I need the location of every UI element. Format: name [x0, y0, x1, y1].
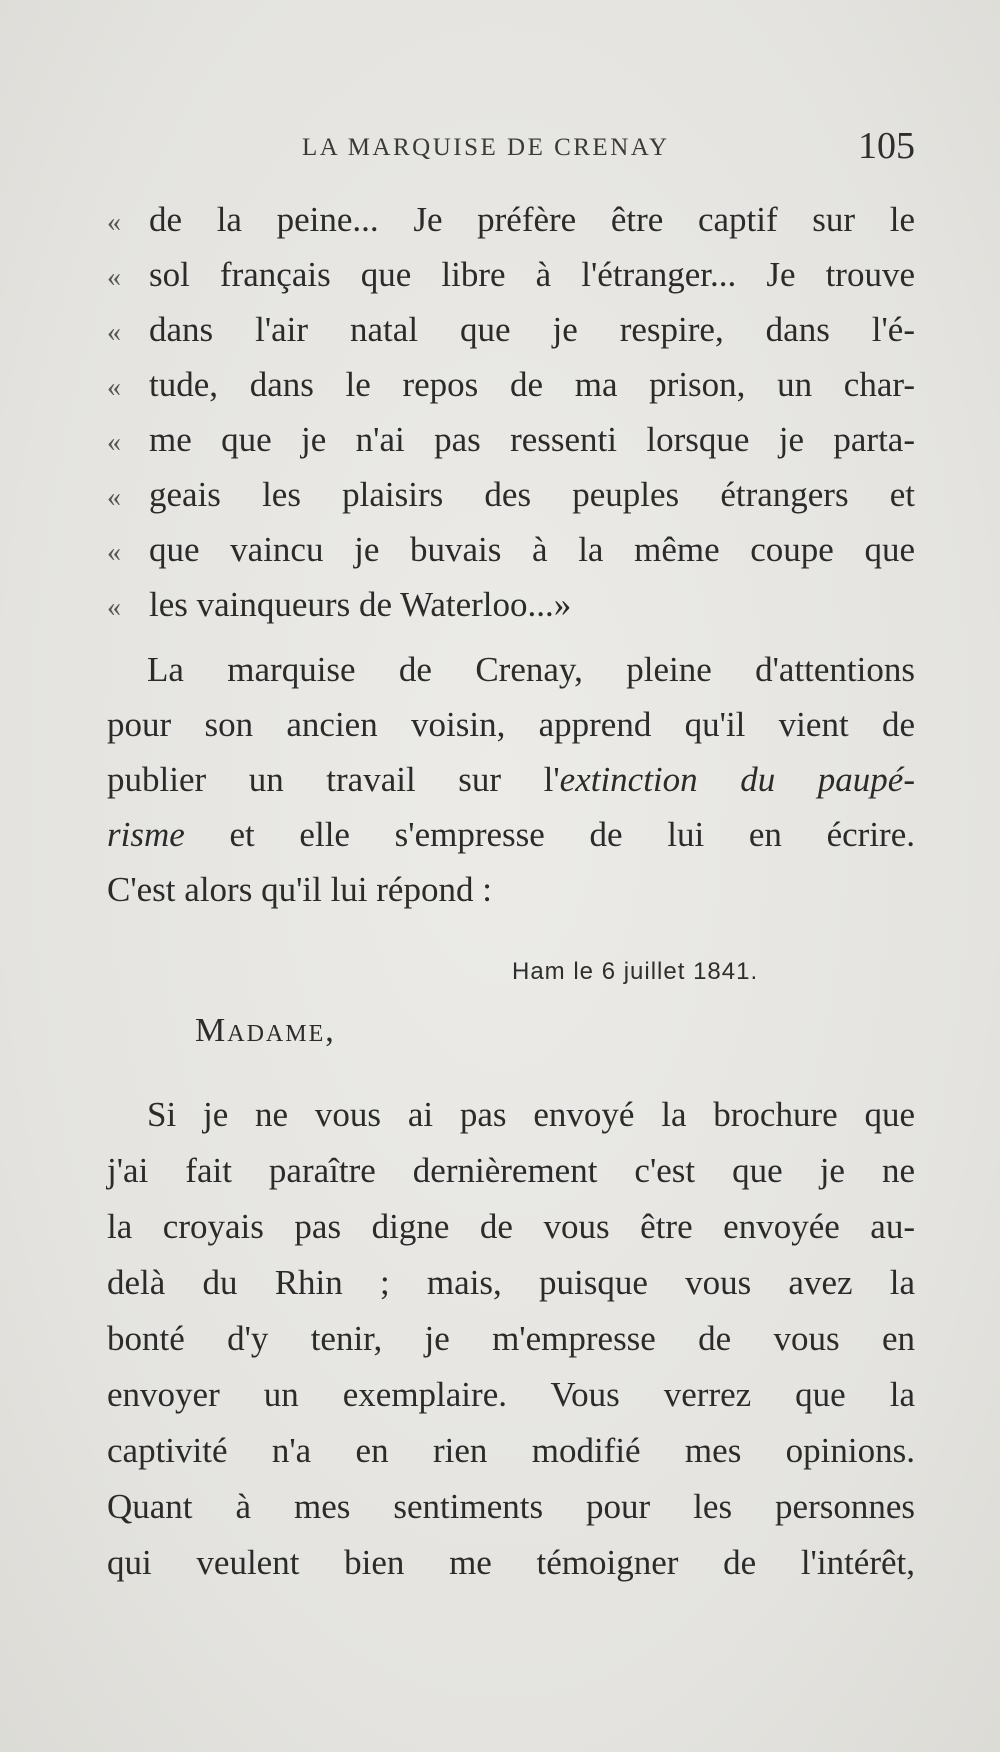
quoted-line — [107, 530, 915, 573]
letter-line: qui veulent bien me témoigner de l'intérêt, — [107, 1543, 915, 1582]
quoted-line — [107, 200, 915, 243]
quoted-line — [107, 420, 915, 463]
letter-line: la croyais pas digne de vous être envoyée au- — [107, 1207, 915, 1246]
paragraph-line: C'est alors qu'il lui répond : — [107, 870, 492, 909]
paragraph-line — [107, 760, 915, 800]
quote-mark: « — [107, 537, 121, 568]
letter-salutation: Madame, — [195, 1012, 336, 1049]
quote-mark: « — [107, 372, 121, 403]
letter-line: j'ai fait paraître dernièrement c'est que je ne — [107, 1151, 915, 1190]
quoted-line — [107, 255, 915, 298]
italic-title: extinction du paupé- — [559, 760, 915, 799]
quote-mark: « — [107, 482, 121, 513]
paragraph-line — [107, 815, 915, 855]
letter-line: bonté d'y tenir, je m'empresse de vous en — [107, 1319, 915, 1358]
quoted-line-text: sol français que libre à l'étranger... Je trouve — [149, 255, 915, 294]
quoted-line — [107, 475, 915, 518]
letter-line: Si je ne vous ai pas envoyé la brochure que — [147, 1095, 915, 1134]
quoted-line-text: dans l'air natal que je respire, dans l'é- — [149, 310, 915, 349]
quoted-line-text: tude, dans le repos de ma prison, un char- — [149, 365, 915, 404]
paragraph-line: pour son ancien voisin, apprend qu'il vient de — [107, 705, 915, 744]
paragraph-text: publier un travail sur l' — [107, 760, 560, 799]
quoted-line-text: que vaincu je buvais à la même coupe que — [149, 530, 915, 569]
quoted-line-text: geais les plaisirs des peuples étrangers et — [149, 475, 915, 514]
quoted-line-text: me que je n'ai pas ressenti lorsque je parta- — [149, 420, 915, 459]
letter-line: Quant à mes sentiments pour les personnes — [107, 1487, 915, 1526]
letter-line: delà du Rhin ; mais, puisque vous avez la — [107, 1263, 915, 1302]
quoted-line-text: les vainqueurs de Waterloo...» — [149, 585, 572, 624]
quote-mark: « — [107, 262, 121, 293]
quoted-line — [107, 310, 915, 353]
quoted-line-text: de la peine... Je préfère être captif sur le — [149, 200, 915, 239]
letter-date: Ham le 6 juillet 1841. — [512, 958, 759, 985]
quote-mark: « — [107, 207, 121, 238]
page-header — [100, 125, 915, 178]
quoted-line — [107, 365, 915, 408]
italic-title: risme — [107, 815, 185, 854]
quote-mark: « — [107, 592, 121, 623]
letter-line: captivité n'a en rien modifié mes opinions. — [107, 1431, 915, 1470]
running-title: LA MARQUISE DE CRENAY — [302, 134, 670, 161]
page-number: 105 — [858, 125, 915, 167]
letter-line: envoyer un exemplaire. Vous verrez que la — [107, 1375, 915, 1414]
quote-mark: « — [107, 427, 121, 458]
quoted-line — [107, 585, 915, 628]
paragraph-line: La marquise de Crenay, pleine d'attentions — [147, 650, 915, 689]
quote-mark: « — [107, 317, 121, 348]
paragraph-text: et elle s'empresse de lui en écrire. — [184, 815, 915, 854]
